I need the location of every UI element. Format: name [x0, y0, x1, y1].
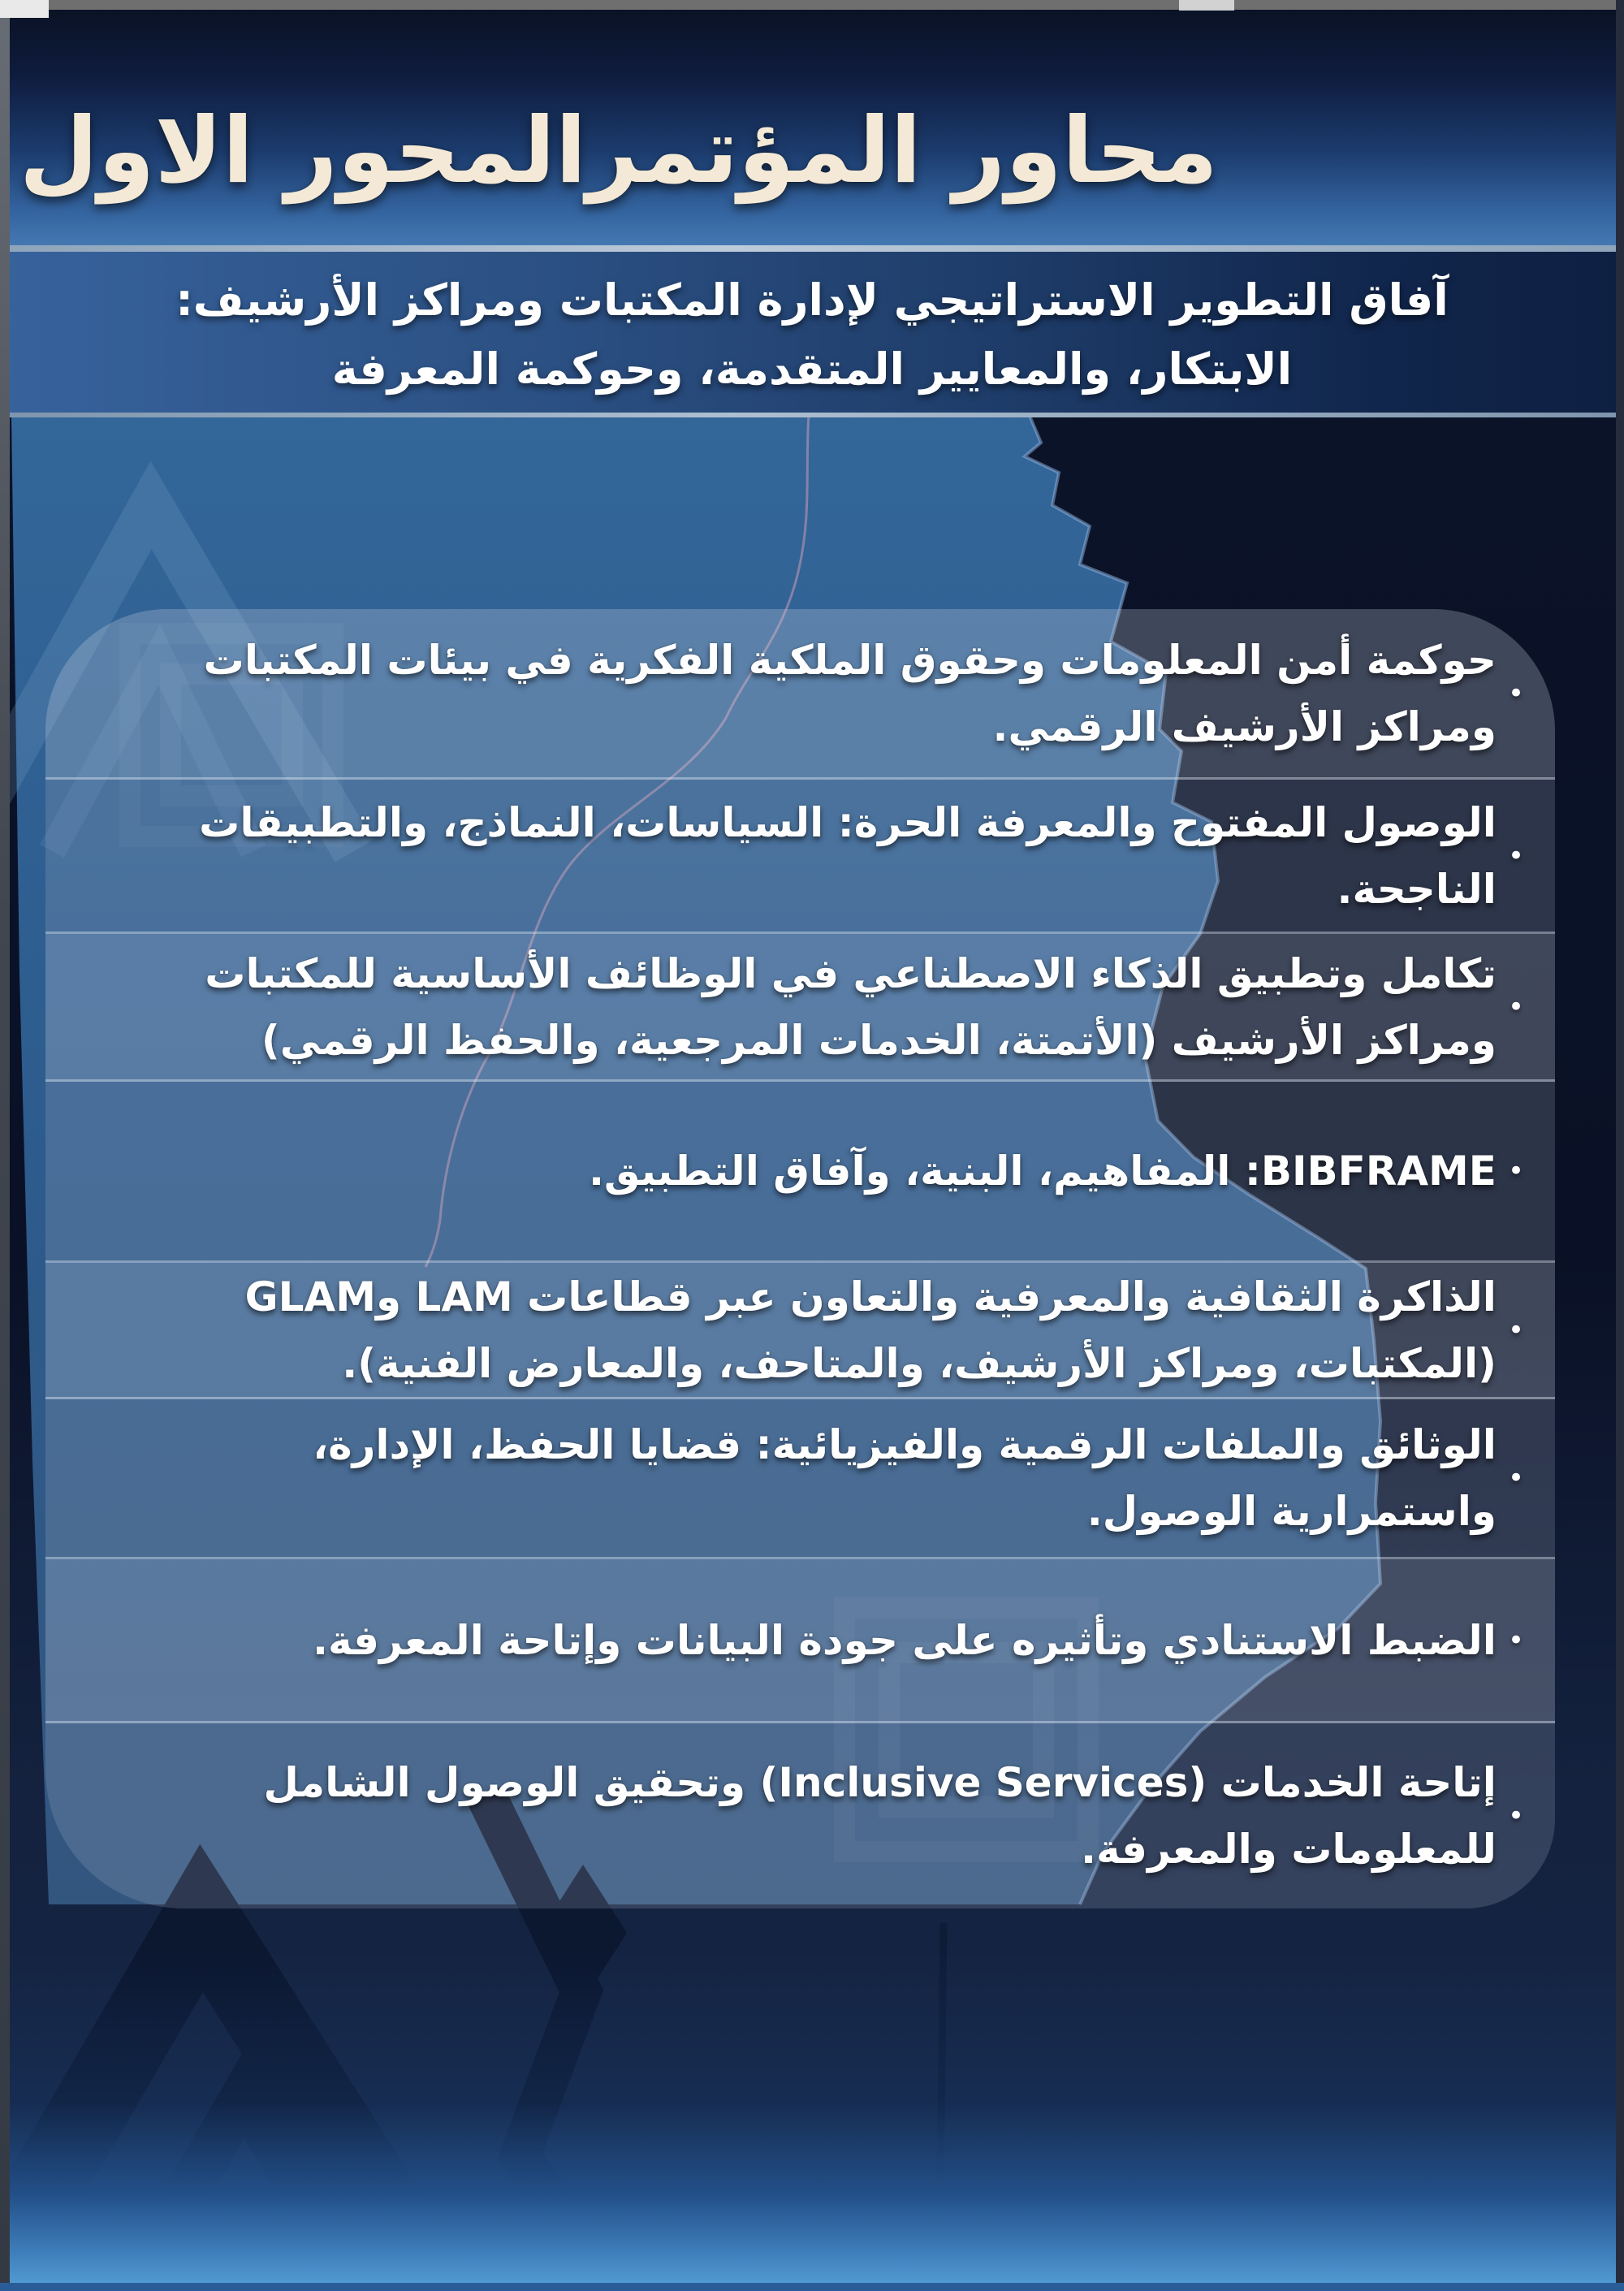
subtitle-line-1: آفاق التطوير الاستراتيجي لإدارة المكتبات ومراكز الأرشيف: [175, 274, 1449, 326]
theme-text: تكامل وتطبيق الذكاء الاصطناعي في الوظائف الأساسية للمكتبات ومراكز الأرشيف (الأتمتة، الخدمات المرجعية، والحفظ الرقمي) [205, 949, 1497, 1064]
bullet-icon: • [1507, 676, 1524, 710]
bullet-icon: • [1507, 1462, 1524, 1494]
themes-panel [45, 609, 1555, 1908]
divider-line-subtitle [0, 413, 1624, 417]
divider-line-top [0, 245, 1624, 252]
theme-row [45, 1559, 1555, 1723]
bullet-icon: • [1507, 990, 1524, 1023]
subtitle-line-2: الابتكار، والمعايير المتقدمة، وحوكمة المعرفة [331, 344, 1293, 395]
theme-text: إتاحة الخدمات (Inclusive Services) وتحقيق الوصول الشامل للمعلومات والمعرفة. [263, 1759, 1497, 1873]
bullet-icon: • [1507, 839, 1524, 872]
theme-text: الذاكرة الثقافية والمعرفية والتعاون عبر قطاعات LAM وGLAM (المكتبات، ومراكز الأرشيف، والمتاحف، والمعارض الفنية). [244, 1273, 1497, 1387]
frame-edge-left [0, 0, 10, 2291]
theme-row [45, 1263, 1555, 1399]
theme-row [45, 934, 1555, 1082]
theme-text: حوكمة أمن المعلومات وحقوق الملكية الفكرية في بيئات المكتبات ومراكز الأرشيف الرقمي. [203, 636, 1497, 750]
theme-text: BIBFRAME: المفاهيم، البنية، وآفاق التطبيق. [588, 1148, 1497, 1195]
frame-edge-bottom [0, 2283, 1624, 2291]
theme-row [45, 1723, 1555, 1908]
subtitle-band [0, 252, 1624, 413]
title-band [0, 0, 1624, 245]
frame-edge-top [0, 0, 1624, 10]
page-title-conference-axes: محاور المؤتمر [586, 98, 1218, 204]
bullet-icon: • [1507, 1623, 1524, 1657]
theme-text: الوصول المفتوح والمعرفة الحرة: السياسات، النماذج، والتطبيقات الناجحة. [199, 798, 1497, 913]
frame-edge-right [1616, 0, 1624, 2291]
bullet-icon: • [1507, 1155, 1524, 1187]
theme-text: الضبط الاستنادي وتأثيره على جودة البيانات وإتاحة المعرفة. [312, 1616, 1497, 1664]
bullet-icon: • [1507, 1313, 1524, 1347]
theme-row [45, 780, 1555, 934]
scan-artifact [1179, 0, 1234, 11]
theme-text: الوثائق والملفات الرقمية والفيزيائية: قضايا الحفظ، الإدارة، واستمرارية الوصول. [313, 1421, 1497, 1535]
theme-row [45, 1082, 1555, 1263]
theme-row [45, 609, 1555, 780]
page-title-axis-one: المحور الاول [19, 98, 587, 204]
scan-artifact [0, 0, 49, 18]
bullet-icon: • [1507, 1800, 1524, 1832]
bottom-glow-gradient [0, 1949, 1624, 2291]
theme-row [45, 1399, 1555, 1559]
